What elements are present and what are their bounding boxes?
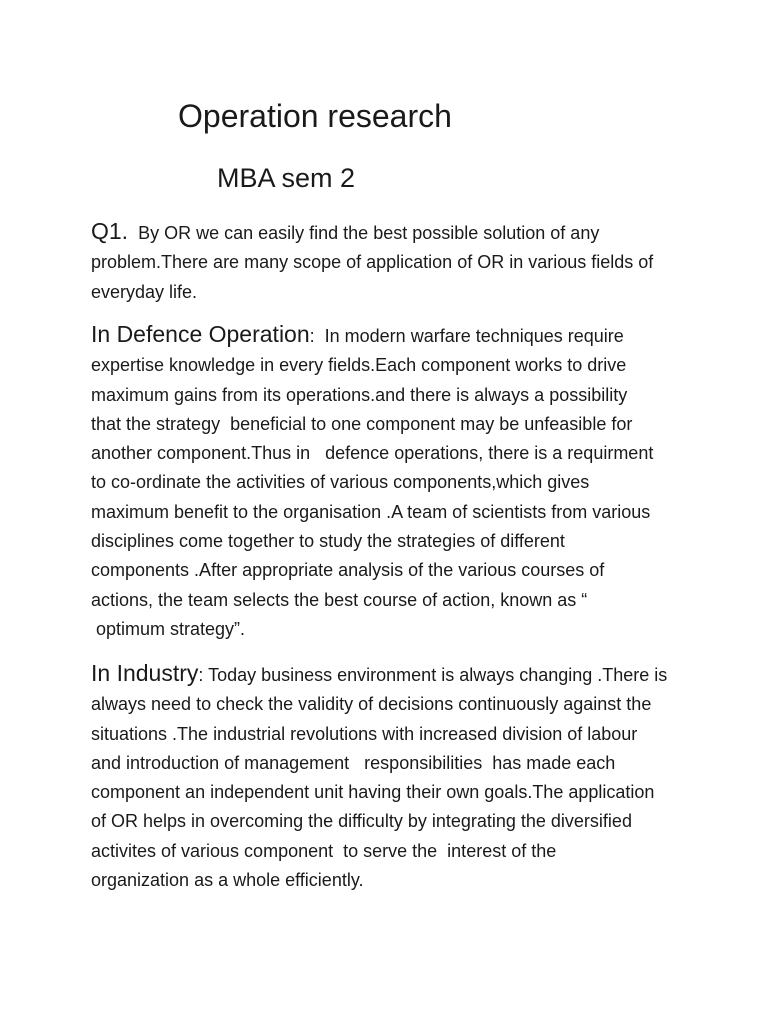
- document-title: Operation research: [178, 98, 452, 134]
- paragraph-line: organization as a whole efficiently.: [91, 870, 364, 891]
- paragraph-q1-line-1: [91, 217, 691, 248]
- paragraph-line: optimum strategy”.: [91, 618, 246, 639]
- paragraph-line: problem.There are many scope of application of OR in various fields of: [91, 252, 654, 273]
- paragraph-defence-line-1: [91, 320, 691, 351]
- defence-intro: : In modern warfare techniques require: [309, 326, 624, 346]
- paragraph-defence: [91, 320, 691, 644]
- paragraph-line: everyday life.: [91, 281, 198, 302]
- paragraph-industry: [91, 659, 691, 895]
- paragraph-line: of OR helps in overcoming the difficulty by integrating the diversified: [91, 811, 632, 832]
- paragraph-line: component an independent unit having their own goals.The application: [91, 782, 655, 803]
- document-subtitle: MBA sem 2: [217, 163, 356, 193]
- paragraph-line: situations .The industrial revolutions with increased division of labour: [91, 723, 638, 744]
- paragraph-industry-line-1: [91, 659, 691, 690]
- defence-heading: In Defence Operation: [91, 321, 310, 347]
- paragraph-line: activites of various component to serve the interest of the: [91, 840, 557, 861]
- industry-heading: In Industry: [91, 660, 199, 686]
- q1-label: Q1.: [91, 218, 129, 244]
- q1-intro: By OR we can easily find the best possible solution of any: [128, 223, 600, 243]
- paragraph-line: and introduction of management responsibilities has made each: [91, 752, 616, 773]
- paragraph-line: disciplines come together to study the strategies of different: [91, 531, 565, 552]
- paragraph-q1: [91, 217, 691, 307]
- paragraph-line: always need to check the validity of decisions continuously against the: [91, 694, 652, 715]
- industry-intro: : Today business environment is always changing .There is: [198, 665, 668, 685]
- paragraph-line: maximum benefit to the organisation .A team of scientists from various: [91, 501, 651, 522]
- paragraph-line: maximum gains from its operations.and there is always a possibility: [91, 384, 628, 405]
- paragraph-line: another component.Thus in defence operations, there is a requirment: [91, 443, 654, 464]
- paragraph-line: to co-ordinate the activities of various components,which gives: [91, 472, 590, 493]
- paragraph-line: components .After appropriate analysis of the various courses of: [91, 560, 605, 581]
- paragraph-line: actions, the team selects the best course of action, known as “: [91, 589, 588, 610]
- paragraph-line: expertise knowledge in every fields.Each component works to drive: [91, 355, 627, 376]
- paragraph-line: that the strategy beneficial to one component may be unfeasible for: [91, 413, 633, 434]
